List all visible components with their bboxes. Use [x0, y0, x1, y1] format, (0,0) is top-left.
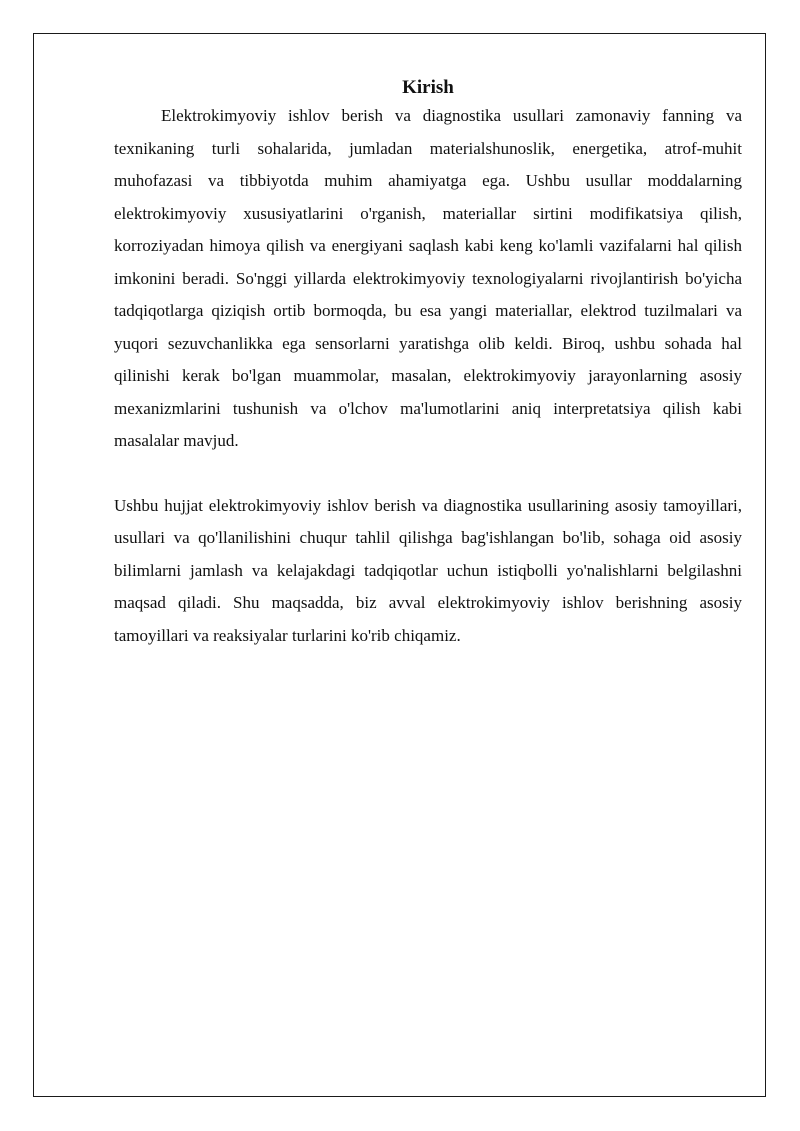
document-body — [114, 76, 742, 652]
page-title: Kirish — [402, 77, 454, 98]
paragraph-intro: Elektrokimyoviy ishlov berish va diagnostika usullari zamonaviy fanning va texnikaning turli sohalarida, jumladan materialshunoslik, energetika, atrof-muhit muhofazasi va tibbiyotda muhim ahamiyatga ega. Ushbu usullar moddalarning elektrokimyoviy xususiyatlarini o'rganish, materiallar sirtini modifikatsiya qilish, korroziyadan himoya qilish va energiyani saqlash kabi keng ko'lamli vazifalarni hal qilish imkonini beradi. So'nggi yillarda elektrokimyoviy texnologiyalarni rivojlantirish bo'yicha tadqiqotlarga qiziqish ortib bormoqda, bu esa yangi materiallar, elektrod tuzilmalari va yuqori sezuvchanlikka ega sensorlarni yaratishga olib keldi. Biroq, ushbu sohada hal qilinishi kerak bo'lgan muammolar, masalan, elektrokimyoviy jarayonlarning asosiy mexanizmlarini tushunish va o'lchov ma'lumotlarini aniq interpretatsiya qilish kabi masalalar mavjud. — [114, 106, 742, 450]
paragraph-spacer — [114, 458, 742, 490]
paragraph-purpose: Ushbu hujjat elektrokimyoviy ishlov berish va diagnostika usullarining asosiy tamoyillari, usullari va qo'llanilishini chuqur tahlil qilishga bag'ishlangan bo'lib, sohaga oid asosiy bilimlarni jamlash va kelajakdagi tadqiqotlar uchun istiqbolli yo'nalishlarni belgilashni maqsad qiladi. Shu maqsadda, biz avval elektrokimyoviy ishlov berishning asosiy tamoyillari va reaksiyalar turlarini ko'rib chiqamiz. — [114, 495, 742, 645]
